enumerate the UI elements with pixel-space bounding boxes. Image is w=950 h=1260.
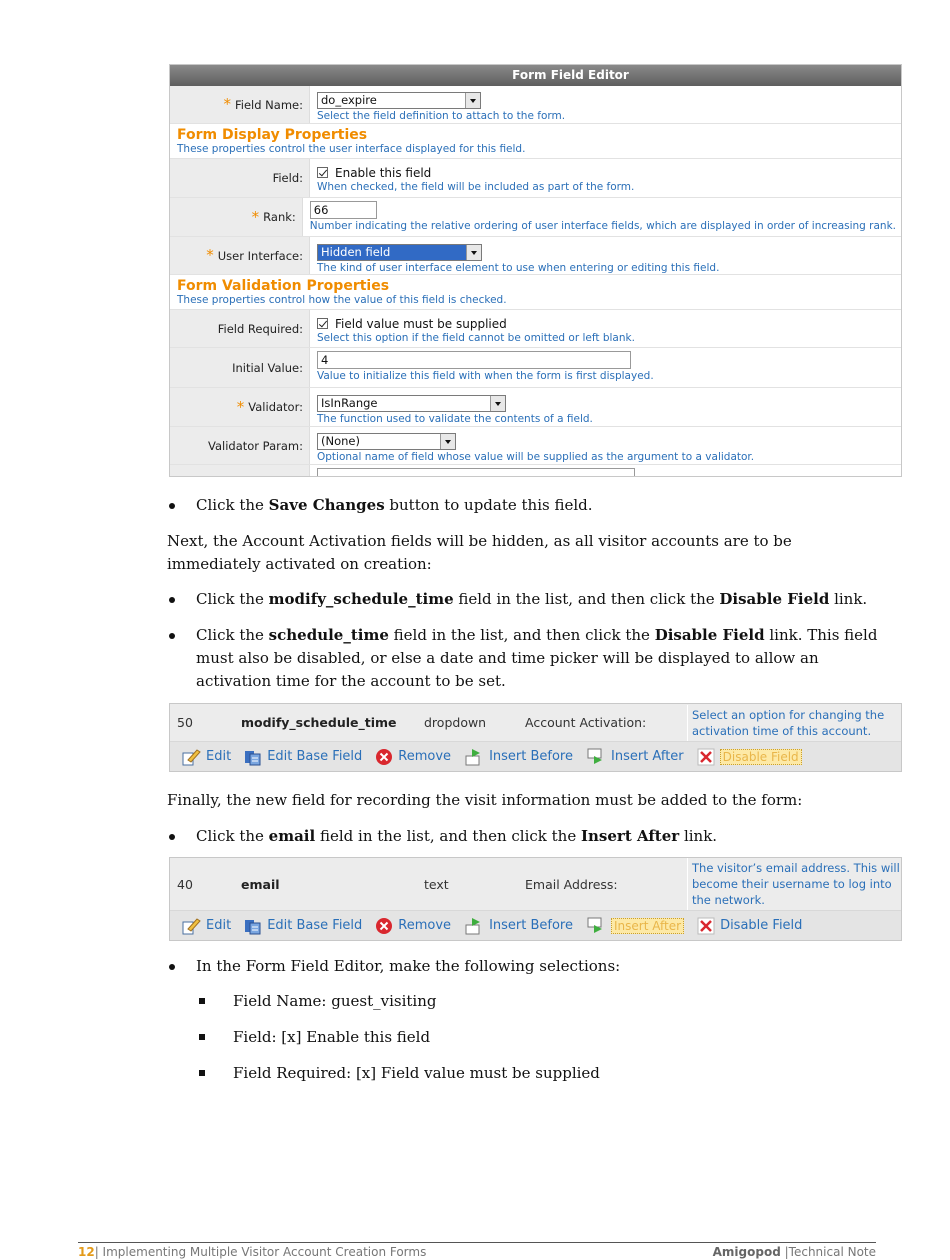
document-title: | Implementing Multiple Visitor Account Creation Forms [94, 1245, 427, 1259]
row-field-type: text [424, 876, 449, 892]
validator-param-select[interactable]: (None) [317, 433, 456, 450]
initial-value-hint: Value to initialize this field with when the form is first displayed. [317, 370, 654, 382]
edit-link[interactable]: Edit [181, 748, 231, 766]
remove-icon [375, 917, 393, 935]
insert-before-icon [464, 748, 484, 766]
field-required-hint: Select this option if the field cannot be omitted or left blank. [317, 332, 635, 344]
row-rank: 50 [177, 715, 193, 730]
row-field-name: modify_schedule_time [241, 715, 397, 730]
validator-label: Validator: [248, 400, 303, 414]
disable-icon [697, 917, 715, 935]
edit-base-field-icon [244, 917, 262, 935]
validator-param-hint: Optional name of field whose value will be supplied as the argument to a validator. [317, 451, 755, 463]
insert-after-link[interactable]: Insert After [586, 748, 684, 766]
field-required-label: Field Required: [217, 321, 303, 336]
disable-field-link[interactable]: Disable Field [697, 748, 802, 766]
selection-field-required: Field Required: [x] Field value must be supplied [197, 1062, 600, 1085]
row-field-desc: Select an option for changing the activation time of this account. [687, 705, 901, 741]
insert-before-link[interactable]: Insert Before [464, 917, 573, 935]
row-actions [170, 741, 901, 771]
step-modify-schedule-time: Click the modify_schedule_time field in the list, and then click the Disable Field link. [167, 588, 887, 611]
user-interface-hint: The kind of user interface element to use when entering or editing this field. [317, 262, 720, 274]
cut-off-row [170, 465, 901, 477]
field-name-label: Field Name: [234, 97, 303, 112]
row-field-label: Email Address: [525, 876, 618, 892]
edit-link[interactable]: Edit [181, 917, 231, 935]
insert-after-icon [586, 917, 606, 935]
field-name-select[interactable]: do_expire [317, 92, 481, 109]
validator-param-row [170, 427, 901, 465]
field-required-row [170, 310, 901, 348]
user-interface-select[interactable]: Hidden field [317, 244, 482, 261]
step-insert-after-email: Click the email field in the list, and then click the Insert After link. [167, 825, 887, 848]
initial-value-label: Initial Value: [232, 360, 303, 375]
step-schedule-time: Click the schedule_time field in the list, and then click the Disable Field link. This field must also be disabled, or else a date and time picker will be displayed to allow an activation time for the account to be set. [167, 624, 887, 693]
rank-input[interactable]: 66 [310, 201, 377, 219]
enable-field-checkbox[interactable]: Enable this field [317, 165, 896, 180]
document-type: |Technical Note [780, 1245, 876, 1259]
section-title: Form Validation Properties [177, 278, 390, 294]
form-field-editor-screenshot [169, 64, 902, 477]
remove-link[interactable]: Remove [375, 917, 451, 935]
remove-link[interactable]: Remove [375, 748, 451, 766]
form-validation-section [170, 275, 901, 310]
field-required-checkbox[interactable]: Field value must be supplied [317, 316, 896, 331]
row-field-type: dropdown [424, 715, 487, 730]
validator-param-label: Validator Param: [207, 438, 303, 453]
paragraph-account-activation: Next, the Account Activation fields will be hidden, as all visitor accounts are to be immediately activated on creation: [167, 532, 792, 573]
disable-field-link[interactable]: Disable Field [697, 917, 802, 935]
row-field-desc: The visitor’s email address. This will become their username to log into the network. [687, 858, 901, 910]
step-save-changes: Click the Save Changes button to update this field. [167, 494, 887, 517]
row-rank: 40 [177, 876, 193, 892]
field-row-screenshot-email [169, 857, 902, 941]
selection-field-name: Field Name: guest_visiting [197, 990, 436, 1013]
edit-base-field-icon [244, 748, 262, 766]
editor-title: Form Field Editor [170, 65, 901, 86]
chevron-down-icon [490, 396, 505, 411]
section-title: Form Display Properties [177, 127, 368, 143]
page-number: 12 [78, 1245, 95, 1259]
rank-label: Rank: [263, 210, 296, 224]
page-footer [78, 1242, 876, 1259]
field-row-screenshot-modify-schedule-time [169, 703, 902, 772]
insert-after-link[interactable]: Insert After [586, 917, 684, 935]
validator-hint: The function used to validate the contents of a field. [317, 413, 593, 425]
row-field-name: email [241, 876, 280, 892]
checkbox-checked-icon [317, 167, 328, 178]
checkbox-checked-icon [317, 318, 328, 329]
user-interface-label: User Interface: [217, 248, 303, 263]
form-display-section [170, 124, 901, 159]
initial-value-row [170, 348, 901, 388]
user-interface-row: * User Interface: Hidden field The kind of user interface element to use when entering or editing this field. [170, 237, 901, 275]
remove-icon [375, 748, 393, 766]
brand-name: Amigopod [712, 1245, 781, 1259]
row-actions [170, 910, 901, 940]
section-desc: These properties control the user interface displayed for this field. [177, 143, 526, 155]
edit-icon [181, 748, 201, 766]
edit-icon [181, 917, 201, 935]
step-form-field-editor: In the Form Field Editor, make the following selections: [167, 955, 887, 978]
row-field-label: Account Activation: [525, 715, 647, 730]
selection-field: Field: [x] Enable this field [197, 1026, 430, 1049]
cut-off-input[interactable] [317, 468, 635, 477]
rank-hint: Number indicating the relative ordering of user interface fields, which are displayed in order of increasing rank. [309, 220, 896, 232]
paragraph-new-field: Finally, the new field for recording the visit information must be added to the form: [167, 791, 803, 809]
chevron-down-icon [465, 93, 480, 108]
disable-icon [697, 748, 715, 766]
edit-base-field-link[interactable]: Edit Base Field [244, 748, 362, 766]
field-label: Field: [272, 171, 303, 185]
chevron-down-icon [466, 245, 481, 260]
validator-row: * Validator: IsInRange The function used to validate the contents of a field. [170, 388, 901, 427]
field-hint: When checked, the field will be included as part of the form. [317, 181, 635, 193]
field-enable-row [170, 159, 901, 198]
edit-base-field-link[interactable]: Edit Base Field [244, 917, 362, 935]
rank-row: * Rank: 66 Number indicating the relative ordering of user interface fields, which are displayed in order of increasing rank. [170, 198, 901, 237]
insert-after-icon [586, 748, 606, 766]
insert-before-icon [464, 917, 484, 935]
validator-select[interactable]: IsInRange [317, 395, 506, 412]
initial-value-input[interactable]: 4 [317, 351, 631, 369]
section-desc: These properties control how the value of this field is checked. [177, 294, 507, 306]
insert-before-link[interactable]: Insert Before [464, 748, 573, 766]
chevron-down-icon [440, 434, 455, 449]
field-name-row: * Field Name: do_expire Select the field definition to attach to the form. [170, 86, 901, 124]
field-name-hint: Select the field definition to attach to the form. [317, 110, 566, 122]
